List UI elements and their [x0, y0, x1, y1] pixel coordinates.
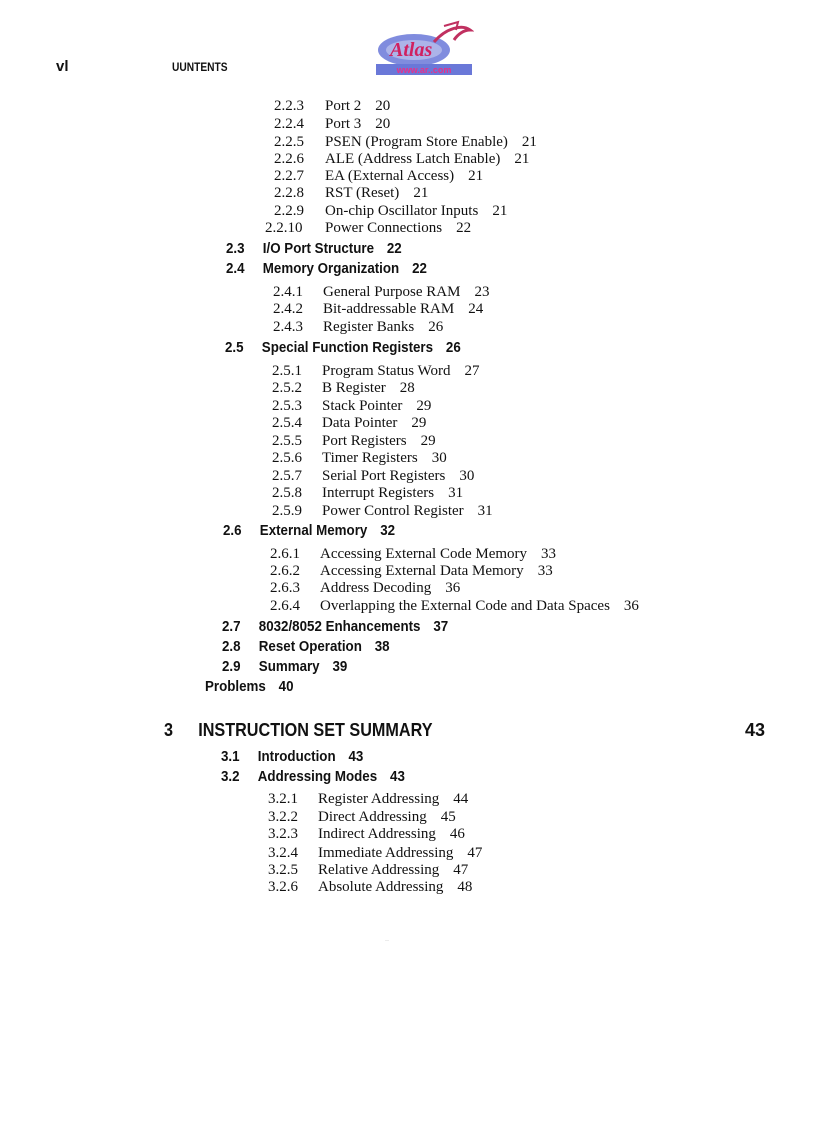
- toc-section-2-7[interactable]: 2.7 8032/8052 Enhancements 37: [222, 619, 449, 635]
- toc-entry[interactable]: 2.5.8 Interrupt Registers 31: [272, 485, 464, 501]
- toc-entry[interactable]: 2.2.7 EA (External Access) 21: [274, 168, 484, 184]
- toc-entry[interactable]: 2.4.3 Register Banks 26: [273, 319, 444, 335]
- toc-entry[interactable]: 2.5.6 Timer Registers 30: [272, 450, 447, 466]
- toc-chapter-3[interactable]: 3 INSTRUCTION SET SUMMARY: [164, 720, 433, 740]
- toc-entry[interactable]: 2.2.9 On-chip Oscillator Inputs 21: [274, 203, 508, 219]
- toc-entry[interactable]: 3.2.4 Immediate Addressing 47: [268, 845, 483, 861]
- toc-entry[interactable]: 2.6.3 Address Decoding 36: [270, 580, 461, 596]
- toc-entry[interactable]: 3.2.1 Register Addressing 44: [268, 791, 469, 807]
- toc-section-2-6[interactable]: 2.6 External Memory 32: [223, 523, 396, 539]
- toc-section-2-3[interactable]: 2.3 I/O Port Structure 22: [226, 241, 402, 257]
- toc-entry[interactable]: 2.4.2 Bit-addressable RAM 24: [273, 301, 484, 317]
- toc-entry[interactable]: 2.2.5 PSEN (Program Store Enable) 21: [274, 134, 537, 150]
- toc-chapter-3-page: 43: [745, 720, 766, 740]
- toc-entry[interactable]: 2.4.1 General Purpose RAM 23: [273, 284, 490, 300]
- toc-entry[interactable]: 2.2.3 Port 2 20: [274, 98, 391, 114]
- toc-entry[interactable]: 2.5.2 B Register 28: [272, 380, 415, 396]
- toc-entry[interactable]: 2.6.2 Accessing External Data Memory 33: [270, 563, 553, 579]
- toc-entry[interactable]: 3.2.5 Relative Addressing 47: [268, 862, 469, 878]
- toc-entry[interactable]: 2.2.8 RST (Reset) 21: [274, 185, 429, 201]
- toc-section-2-5[interactable]: 2.5 Special Function Registers 26: [225, 340, 461, 356]
- toc-entry[interactable]: 2.5.9 Power Control Register 31: [272, 503, 493, 519]
- toc-entry[interactable]: 2.6.4 Overlapping the External Code and Data Spaces 36: [270, 598, 639, 614]
- toc-entry[interactable]: 2.5.4 Data Pointer 29: [272, 415, 427, 431]
- watermark-logo: [374, 20, 474, 76]
- toc-entry[interactable]: 2.6.1 Accessing External Code Memory 33: [270, 546, 557, 562]
- toc-entry[interactable]: 2.5.1 Program Status Word 27: [272, 363, 480, 379]
- toc-entry[interactable]: 2.2.6 ALE (Address Latch Enable) 21: [274, 151, 530, 167]
- toc-section-3-1[interactable]: 3.1 Introduction 43: [221, 749, 364, 765]
- toc-section-2-9[interactable]: 2.9 Summary 39: [222, 659, 348, 675]
- scan-speck: ··: [385, 938, 389, 944]
- toc-entry[interactable]: 2.2.10 Power Connections 22: [265, 220, 472, 236]
- toc-section-3-2[interactable]: 3.2 Addressing Modes 43: [221, 769, 405, 785]
- toc-entry[interactable]: 2.5.7 Serial Port Registers 30: [272, 468, 475, 484]
- running-title: UUNTENTS: [172, 60, 228, 74]
- logo-url: www.ar..com: [396, 65, 452, 75]
- toc-entry[interactable]: 3.2.3 Indirect Addressing 46: [268, 826, 465, 842]
- toc-entry[interactable]: 2.5.3 Stack Pointer 29: [272, 398, 432, 414]
- page-number: vl: [56, 58, 69, 75]
- toc-problems[interactable]: Problems 40: [205, 679, 294, 695]
- toc-entry[interactable]: 3.2.2 Direct Addressing 45: [268, 809, 456, 825]
- toc-entry[interactable]: 2.5.5 Port Registers 29: [272, 433, 436, 449]
- toc-section-2-4[interactable]: 2.4 Memory Organization 22: [226, 261, 427, 277]
- toc-entry[interactable]: 2.2.4 Port 3 20: [274, 116, 391, 132]
- toc-section-2-8[interactable]: 2.8 Reset Operation 38: [222, 639, 390, 655]
- toc-entry[interactable]: 3.2.6 Absolute Addressing 48: [268, 879, 473, 895]
- logo-text: Atlas: [390, 39, 433, 61]
